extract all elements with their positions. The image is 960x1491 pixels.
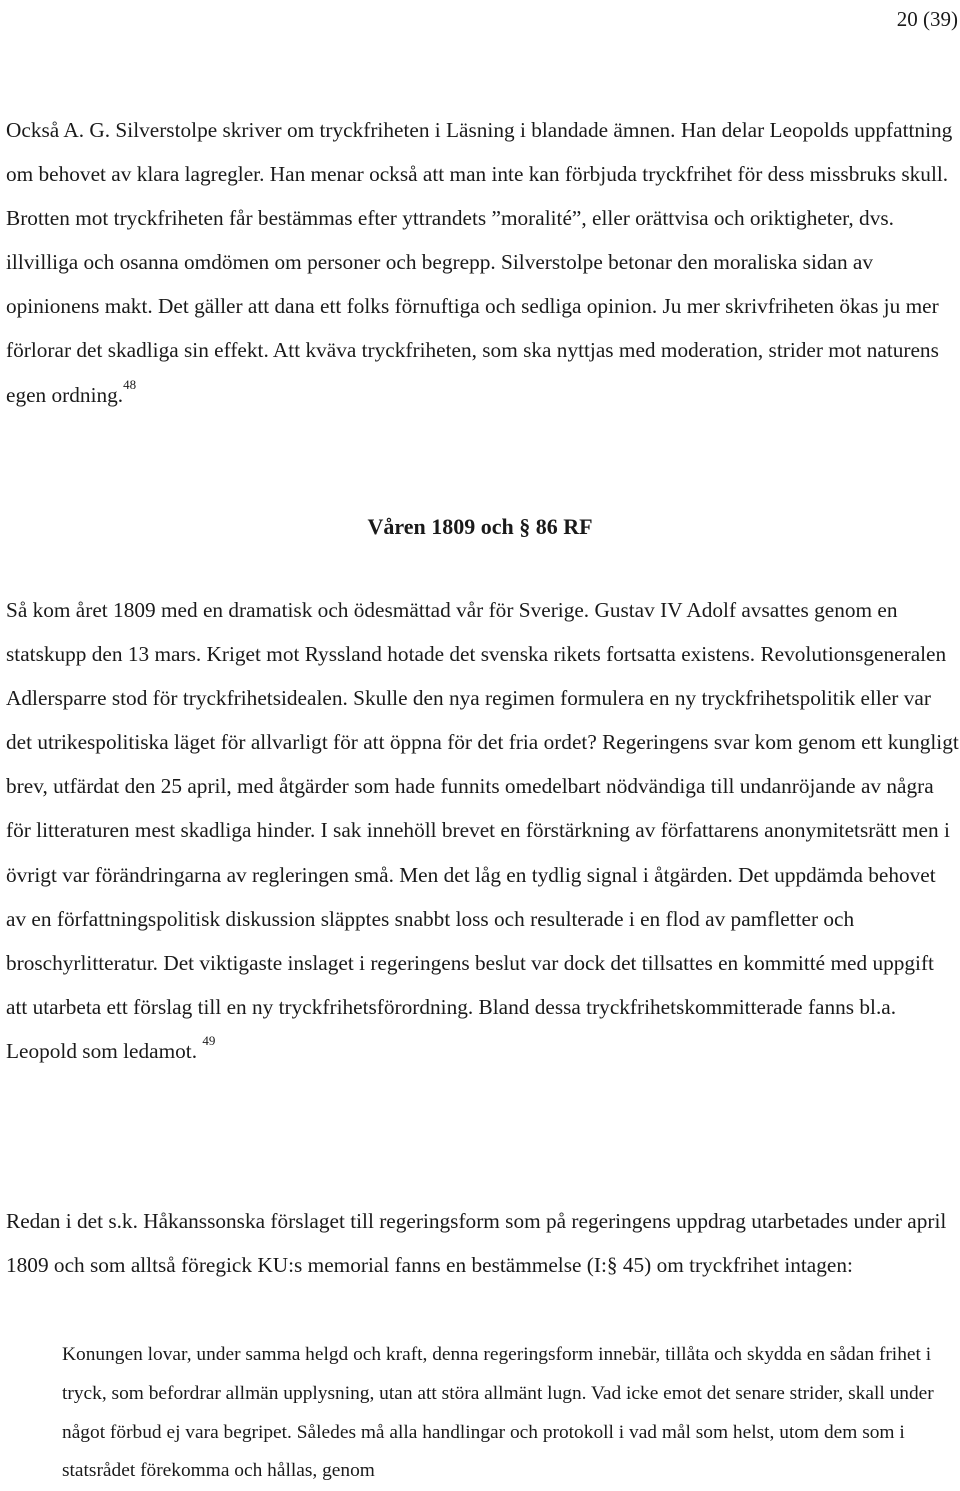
footnote-ref: 49 <box>202 1032 216 1048</box>
block-quote <box>62 1336 960 1491</box>
paragraph-1809 <box>6 588 960 1073</box>
quote-text: Konungen lovar, under samma helgd och kraft, denna regeringsform innebär, tillåta och skydda en sådan frihet i tryck, som befordrar allmän upplysning, utan att störa allmänt lugn. Vad icke emot det senare strider, skall under något förbud ej vara begripet. Således må alla handlingar och protokoll i vad mål som helst, utom dem som i statsrådet förekomma och hållas, genom <box>62 1344 934 1482</box>
section-heading: Våren 1809 och § 86 RF <box>367 514 593 539</box>
footnote-ref: 48 <box>123 376 137 392</box>
paragraph-text: Redan i det s.k. Håkanssonska förslaget till regeringsform som på regeringens uppdrag utarbetades under april 1809 och som alltså föregick KU:s memorial fanns en bestämmelse (I:§ 45) om tryckfrihet intagen: <box>6 1209 947 1278</box>
page-number: 20 (39) <box>896 7 958 31</box>
paragraph-text: Också A. G. Silverstolpe skriver om tryckfriheten i Läsning i blandade ämnen. Han delar Leopolds uppfattning om behovet av klara lagregler. Han menar också att man inte kan förbjuda tryckfrihet för dess missbruks skull. Brotten mot tryckfriheten får bestämmas efter yttrandets ”moralité”, eller orättvisa och oriktigheter, dvs. illvilliga och osanna omdömen om personer och begrepp. Silverstolpe betonar den moraliska sidan av opinionens makt. Det gäller att dana ett folks förnuftiga och sedliga opinion. Ju mer skrivfriheten ökas ju mer förlorar det skadliga sin effekt. Att kväva tryckfriheten, som ska nyttjas med moderation, strider mot naturens egen ordning. <box>6 118 953 407</box>
paragraph-silverstolpe <box>6 108 960 417</box>
paragraph-text: Så kom året 1809 med en dramatisk och ödesmättad vår för Sverige. Gustav IV Adolf avsattes genom en statskupp den 13 mars. Kriget mot Ryssland hotade det svenska rikets fortsatta existens. Revolutionsgeneralen Adlersparre stod för tryckfrihetsidealen. Skulle den nya regimen formulera en ny tryckfrihetspolitik eller var det utrikespolitiska läget för allvarligt för att öppna för det fria ordet? Regeringens svar kom genom ett kungligt brev, utfärdat den 25 april, med åtgärder som hade funnits omedelbart nödvändiga till undanröjande av några för litteraturen mest skadliga hinder. I sak innehöll brevet en förstärkning av författarens anonymitetsrätt men i övrigt var förändringarna av regleringen små. Men det låg en tydlig signal i åtgärden. Det uppdämda behovet av en författningspolitisk diskussion släpptes snabbt loss och resulterade i en flod av pamfletter och broschyrlitteratur. Det viktigaste inslaget i regeringens beslut var dock det tillsattes en kommitté med uppgift att utarbeta ett förslag till en ny tryckfrihetsförordning. Bland dessa tryckfrihetskommitterade fanns bl.a. Leopold som ledamot. <box>6 598 959 1063</box>
paragraph-hakansson <box>6 1199 960 1287</box>
